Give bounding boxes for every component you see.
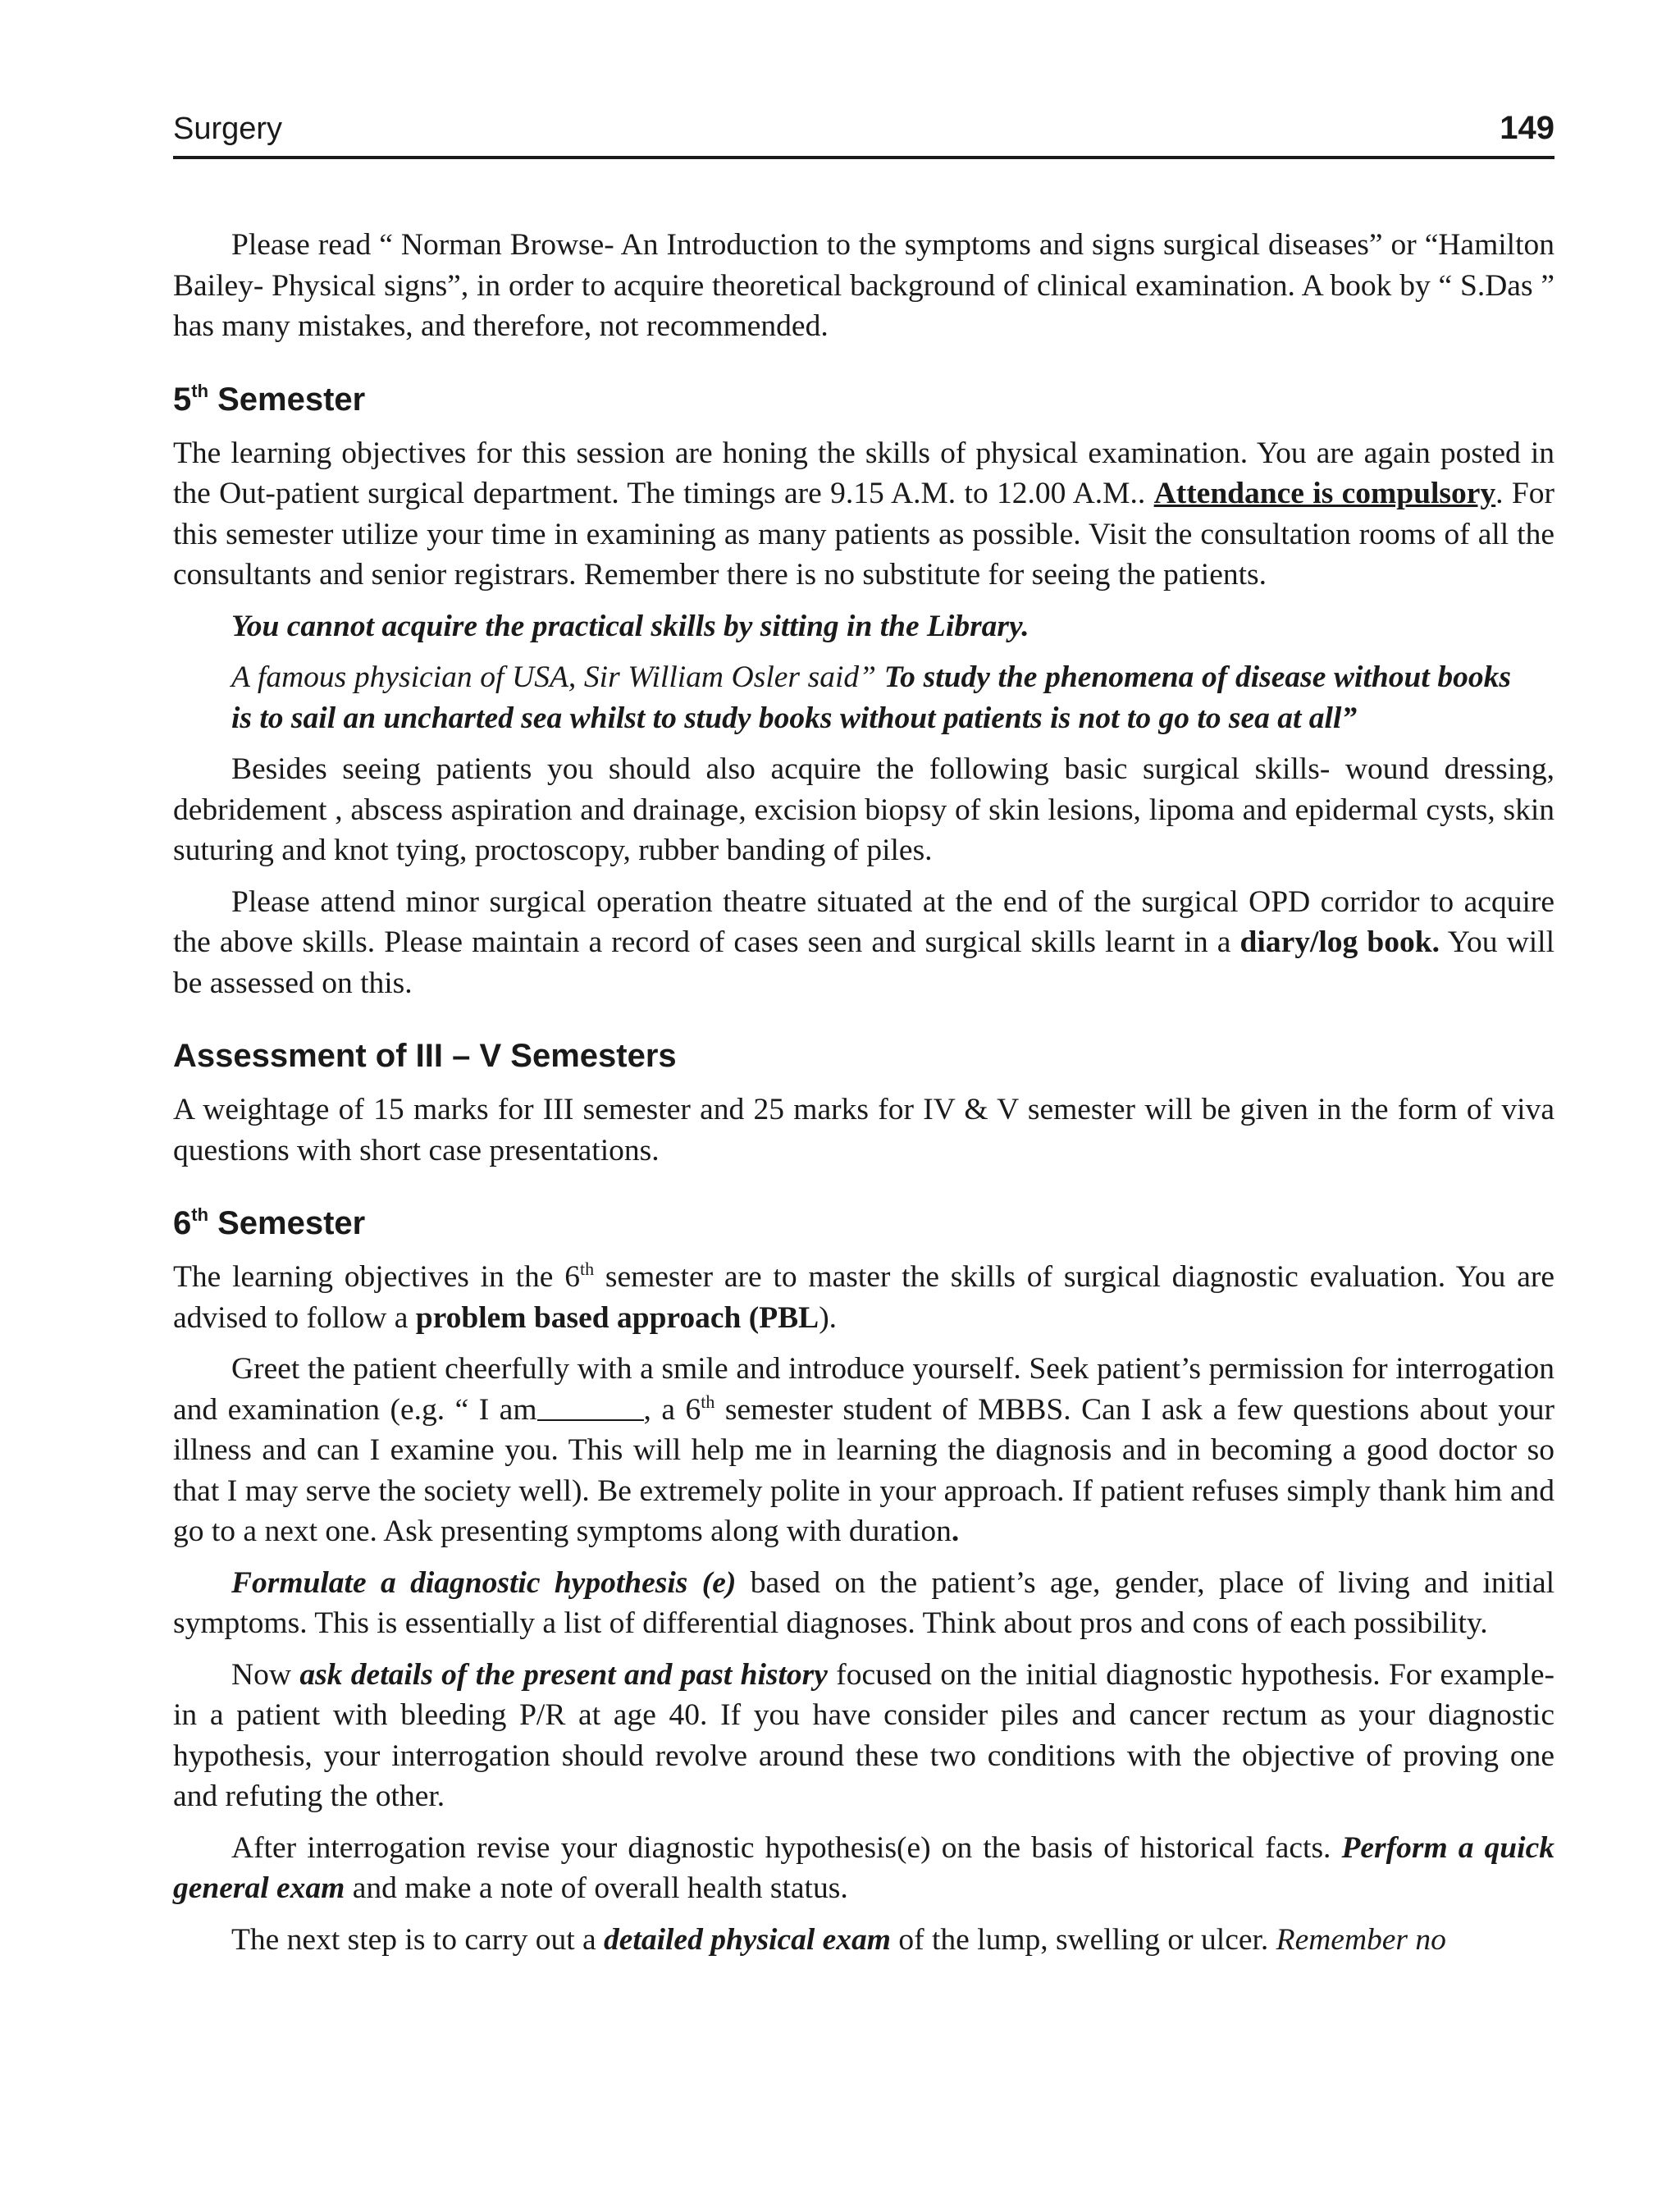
running-head-section: Surgery [173, 112, 283, 146]
diary-log-book: diary/log book. [1239, 925, 1440, 959]
sem6-p5-text-a: After interrogation revise your diagnostic hypothesis(e) on the basis of historical facts. [231, 1830, 1342, 1865]
physical-exam-term: detailed physical exam [604, 1922, 891, 1957]
sem6-p1-sup: th [579, 1259, 595, 1279]
quote-library-text: You cannot acquire the practical skills by sitting in the Library. [231, 609, 1029, 643]
sem5-p1-text-a: The learning objectives for this session are honing the skills of physical examination. You are again posted in the Out-patient surgical department. The timings are 9.15 A.M. to 12.00 A.M.. [173, 436, 1554, 510]
quote-osler-intro: A famous physician of USA, Sir William Osler said” [231, 660, 884, 694]
quote-library [231, 606, 1511, 647]
sem6-p6-text-a: The next step is to carry out a [231, 1922, 605, 1957]
diagnostic-hypothesis-term: Formulate a diagnostic hypothesis (e) [231, 1565, 737, 1600]
sem6-paragraph-1 [173, 1257, 1554, 1338]
heading-5th-sup: th [191, 380, 209, 401]
sem6-p6-text-c: of the lump, swelling or ulcer. [890, 1922, 1276, 1957]
sem6-paragraph-6 [173, 1920, 1554, 1961]
sem6-p4-text-a: Now [231, 1657, 300, 1692]
page-body [173, 225, 1554, 1960]
name-blank [537, 1395, 644, 1421]
sem6-p2-text-b: , a 6 [643, 1392, 701, 1427]
quote-osler [231, 657, 1511, 738]
sem6-p2-text-a: Greet the patient cheerfully with a smile and introduce yourself. Seek patient’s permission for interrogation and examination (e.g. “ I am [173, 1352, 1554, 1427]
heading-6th-number: 6 [173, 1205, 192, 1241]
remember-no-text: Remember no [1276, 1922, 1446, 1957]
sem5-p3-text-a: Please attend minor surgical operation theatre situated at the end of the surgical OPD corridor to acquire the above skills. Please maintain a record of cases seen and surgical skills learnt in a [173, 884, 1554, 959]
sem6-p1-text-a: The learning objectives in the 6 [173, 1260, 580, 1294]
sem6-p1-text-b: semester are to master the skills of surgical diagnostic evaluation. You are advised to follow a [173, 1260, 1554, 1335]
page-number: 149 [1500, 110, 1554, 146]
intro-paragraph: Please read “ Norman Browse- An Introduction to the symptoms and signs surgical diseases” or “Hamilton Bailey- Physical signs”, in order to acquire theoretical background of clinical examination. A book by “ S.Das ” has many mistakes, and therefore, not recommended. [173, 228, 1554, 343]
sem6-p2-period: . [951, 1514, 960, 1548]
sem5-p1-text-c: . For this semester utilize your time in examining as many patients as possible. Visit the consultation rooms of all the consultants and senior registrars. Remember there is no substitute for seeing the patients. [173, 477, 1554, 592]
history-term: ask details of the present and past history [299, 1657, 828, 1692]
general-exam-term: Perform a quick general exam [173, 1830, 1554, 1905]
sem5-paragraph-1 [173, 433, 1554, 596]
sem6-p2-text-c: semester student of MBBS. Can I ask a few questions about your illness and can I examine you. This will help me in learning the diagnosis and in becoming a good doctor so that I may serve the society well). Be extremely polite in your approach. If patient refuses simply thank him and go to a next one. Ask presenting symptoms along with duration [173, 1392, 1554, 1548]
quote-osler-text: To study the phenomena of disease without books is to sail an uncharted sea whilst to study books without patients is not to go to sea at all” [231, 660, 1512, 735]
assessment-paragraph: A weightage of 15 marks for III semester and 25 marks for IV & V semester will be given in the form of viva questions with short case presentations. [173, 1093, 1554, 1167]
attendance-compulsory: Attendance is compulsory [1153, 477, 1496, 510]
sem6-paragraph-5 [173, 1828, 1554, 1909]
sem6-paragraph-3 [173, 1563, 1554, 1644]
sem5-paragraph-2: Besides seeing patients you should also acquire the following basic surgical skills- wound dressing, debridement , abscess aspiration and drainage, excision biopsy of skin lesions, lipoma and epidermal cysts, skin suturing and knot tying, proctoscopy, rubber banding of piles. [173, 752, 1554, 867]
sem5-paragraph-3 [173, 882, 1554, 1004]
heading-6th-rest: Semester [208, 1205, 366, 1241]
heading-5th-number: 5 [173, 381, 192, 418]
running-head [173, 107, 1554, 159]
sem6-p1-text-d: ). [819, 1300, 838, 1335]
sem6-p4-text-c: focused on the initial diagnostic hypothesis. For example-in a patient with bleeding P/R at age 40. If you have consider piles and cancer rectum as your diagnostic hypothesis, your interrogation should revolve around these two conditions with the objective of proving one and refuting the other. [173, 1657, 1554, 1813]
heading-5th-rest: Semester [208, 381, 366, 418]
heading-6th-semester [173, 1204, 1554, 1243]
pbl-term: problem based approach (PBL [415, 1300, 819, 1335]
heading-6th-sup: th [191, 1204, 209, 1225]
heading-5th-semester [173, 380, 1554, 419]
sem6-paragraph-2 [173, 1349, 1554, 1552]
sem6-paragraph-4 [173, 1655, 1554, 1817]
sem6-p2-sup: th [701, 1391, 715, 1412]
sem5-p3-text-c: You will be assessed on this. [173, 925, 1554, 1000]
sem6-p5-text-c: and make a note of overall health status. [345, 1871, 848, 1905]
heading-assessment: Assessment of III – V Semesters [173, 1038, 677, 1074]
sem6-p3-text-b: based on the patient’s age, gender, place of living and initial symptoms. This is essentially a list of differential diagnoses. Think about pros and cons of each possibility. [173, 1565, 1555, 1640]
